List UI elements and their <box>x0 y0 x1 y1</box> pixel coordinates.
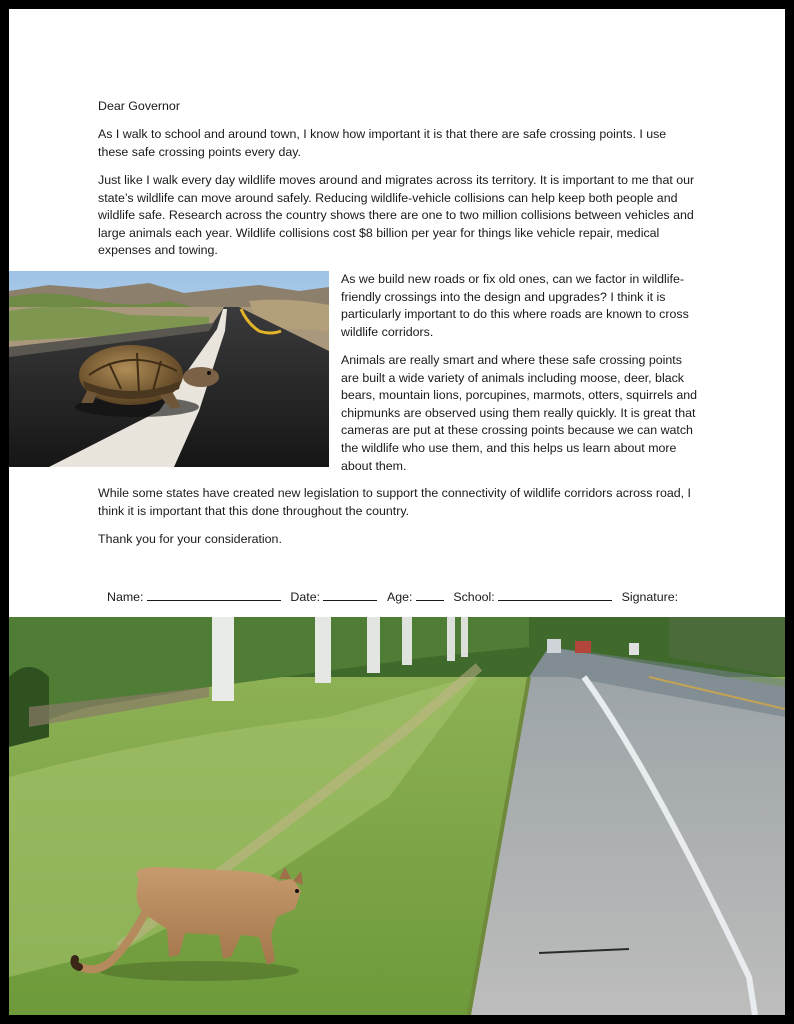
paragraph-1: As I walk to school and around town, I know how important it is that there are safe crossing points. I use these safe crossing points every day. <box>98 127 667 159</box>
paragraph-5: While some states have created new legislation to support the connectivity of wildlife corridors across road, I think it is important that this done throughout the country. <box>98 486 691 518</box>
name-field[interactable] <box>147 588 281 601</box>
school-label: School: <box>453 590 495 604</box>
paragraph-2: Just like I walk every day wildlife moves around and migrates across its territory. It is important to me that our state’s wildlife can move around safely. Reducing wildlife-vehicle collisions can help keep both people and wildlife safe. Research across the country shows there are one to two million collisions between vehicles and large animals each year. Wildlife collisions cost $8 billion per year for things like vehicle repair, medical expenses and towing. <box>98 173 695 258</box>
signature-label: Signature: <box>621 590 679 604</box>
paragraph-3: As we build new roads or fix old ones, can we factor in wildlife-friendly crossings into the design and upgrades? I think it is particularly important to do this where roads are known to cross wildlife corridors. <box>341 272 689 339</box>
closing-line: Thank you for your consideration. <box>98 532 282 546</box>
age-field[interactable] <box>416 588 444 601</box>
signature-form-row <box>107 588 678 604</box>
date-field[interactable] <box>323 588 377 601</box>
age-label: Age: <box>386 590 413 604</box>
paragraph-4: Animals are really smart and where these safe crossing points are built a wide variety of animals including moose, deer, black bears, mountain lions, porcupines, marmots, otters, squirrels and chipmunks are observed using them really quickly. It is great that cameras are put at these crossing points because we can watch the wildlife who use them, and this helps us learn about more about them. <box>341 353 698 473</box>
letter-page <box>9 9 785 1015</box>
school-field[interactable] <box>498 588 612 601</box>
date-label: Date: <box>290 590 321 604</box>
name-label: Name: <box>107 590 144 604</box>
mountain-lion-roadside-photo <box>9 617 785 1015</box>
tortoise-crossing-road-photo <box>9 271 329 467</box>
salutation: Dear Governor <box>98 99 180 113</box>
